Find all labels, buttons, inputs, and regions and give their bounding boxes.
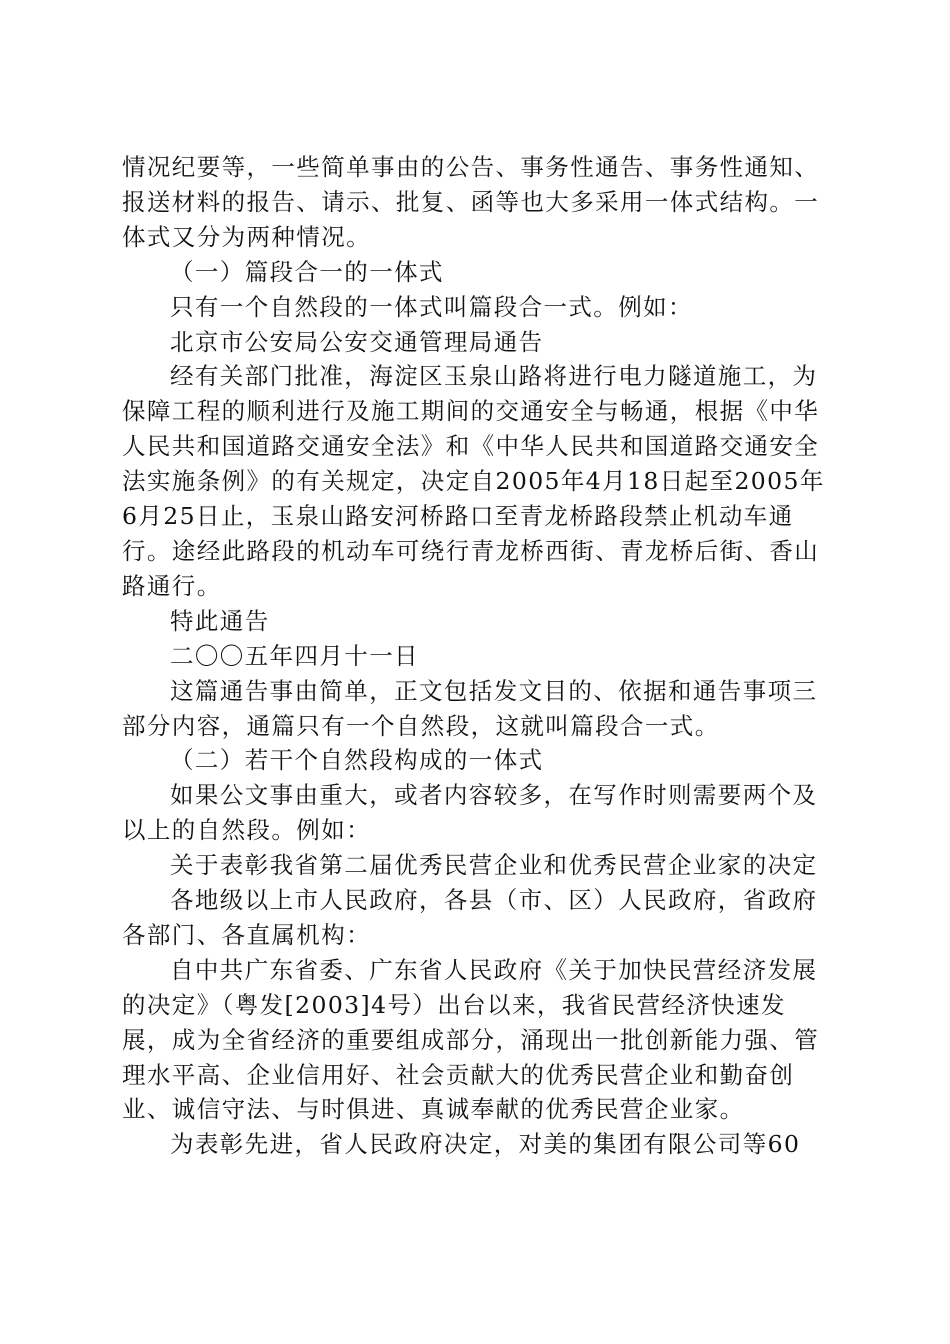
- paragraph: 只有一个自然段的一体式叫篇段合一式。例如：: [170, 292, 693, 321]
- example-title: 北京市公安局公安交通管理局通告: [170, 327, 544, 356]
- example-closing: 特此通告: [170, 606, 270, 635]
- example-body: 自中共广东省委、广东省人民政府《关于加快民营经济发展的决定》（粤发[2003]4号）出台以来，我省民营经济快速发展，成为全省经济的重要组成部分，涌现出一批创新能力强、管理水平高、企业信用好、社会贡献大的优秀民营企业和勤奋创业、诚信守法、与时俱进、真诚奉献的优秀民营企业家。: [122, 955, 820, 1124]
- paragraph: 如果公文事由重大，或者内容较多，在写作时则需要两个及以上的自然段。例如：: [122, 781, 818, 845]
- example-addressee: 各地级以上市人民政府，各县（市、区）人民政府，省政府各部门、各直属机构：: [122, 886, 818, 949]
- example-body: 为表彰先进，省人民政府决定，对美的集团有限公司等60: [170, 1130, 801, 1159]
- paragraph-intro: 情况纪要等，一些简单事由的公告、事务性通告、事务性通知、报送材料的报告、请示、批复、函等也大多采用一体式结构。一体式又分为两种情况。: [122, 153, 820, 251]
- example-date: 二〇〇五年四月十一日: [170, 641, 419, 670]
- example-body: 经有关部门批准，海淀区玉泉山路将进行电力隧道施工，为保障工程的顺利进行及施工期间的交通安全与畅通，根据《中华人民共和国道路交通安全法》和《中华人民共和国道路交通安全法实施条例》的有关规定，决定自2005年4月18日起至2005年6月25日止，玉泉山路安河桥路口至青龙桥路段禁止机动车通行。途经此路段的机动车可绕行青龙桥西街、青龙桥后街、香山路通行。: [122, 362, 825, 600]
- document-body: [122, 150, 828, 1162]
- section-heading-1: （一）篇段合一的一体式: [170, 257, 444, 286]
- example-title: 关于表彰我省第二届优秀民营企业和优秀民营企业家的决定: [170, 851, 818, 880]
- paragraph: 这篇通告事由简单，正文包括发文目的、依据和通告事项三部分内容，通篇只有一个自然段，这就叫篇段合一式。: [122, 676, 818, 740]
- section-heading-2: （二）若干个自然段构成的一体式: [170, 746, 544, 775]
